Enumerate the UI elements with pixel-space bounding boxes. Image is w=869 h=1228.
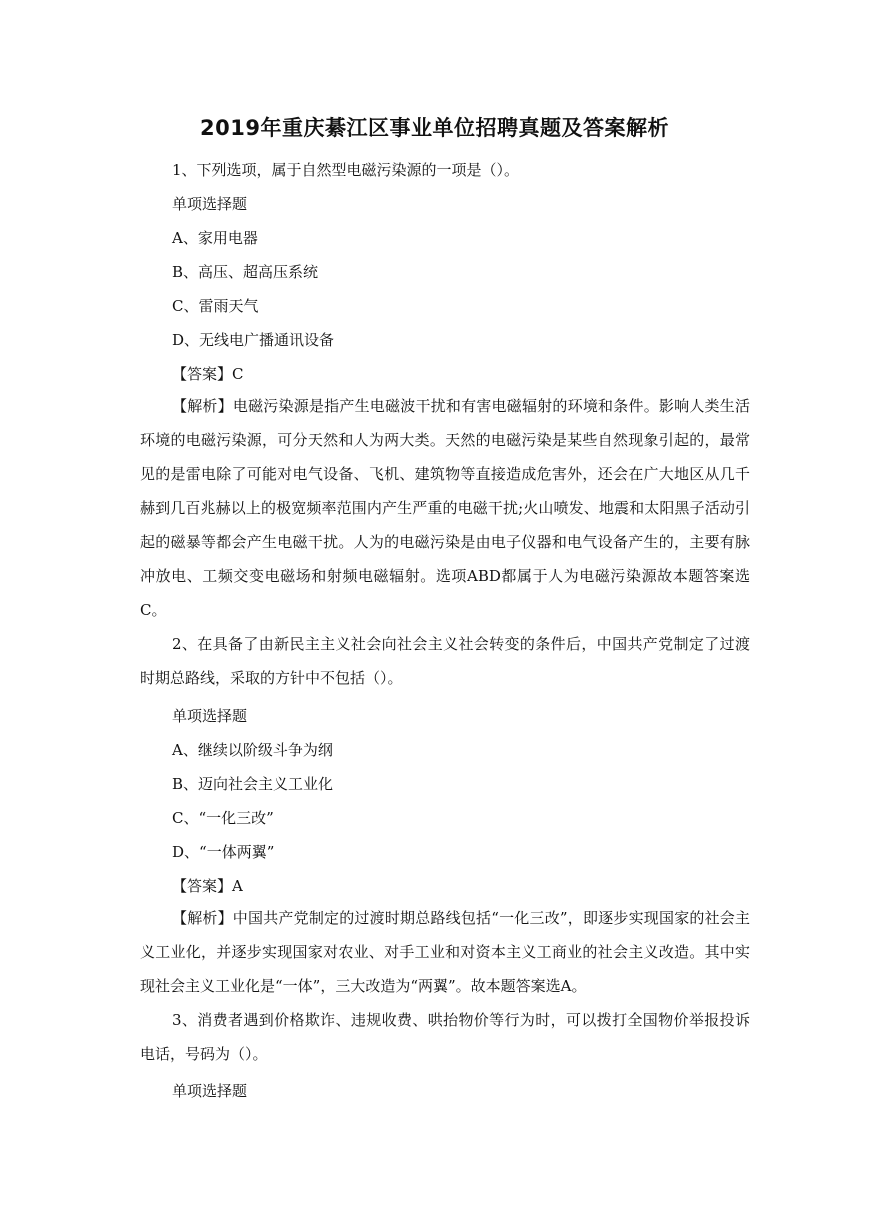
answer: 【答案】A: [172, 877, 243, 895]
option-c: C、“一化三改”: [172, 809, 274, 827]
question-stem: 2、在具备了由新民主主义社会向社会主义社会转变的条件后，中国共产党制定了过渡时期总路线，采取的方针中不包括（）。: [140, 635, 750, 687]
option-a: A、继续以阶级斗争为纲: [172, 741, 333, 759]
option-b: B、迈向社会主义工业化: [172, 775, 334, 793]
question-type: 单项选择题: [172, 707, 248, 725]
option-c: C、雷雨天气: [172, 297, 259, 315]
analysis: 【解析】中国共产党制定的过渡时期总路线包括“一化三改”，即逐步实现国家的社会主义工业化，并逐步实现国家对农业、对手工业和对资本主义工商业的社会主义改造。其中实现社会主义工业化是“一体”，三大改造为“两翼”。故本题答案选A。: [140, 909, 750, 995]
option-d: D、“一体两翼”: [172, 843, 275, 861]
question-stem: 1、下列选项，属于自然型电磁污染源的一项是（）。: [172, 161, 520, 179]
option-a: A、家用电器: [172, 229, 258, 247]
analysis: 【解析】电磁污染源是指产生电磁波干扰和有害电磁辐射的环境和条件。影响人类生活环境的电磁污染源，可分天然和人为两大类。天然的电磁污染是某些自然现象引起的，最常见的是雷电除了可能对电气设备、飞机、建筑物等直接造成危害外，还会在广大地区从几千赫到几百兆赫以上的极宽频率范围内产生严重的电磁干扰;火山喷发、地震和太阳黑子活动引起的磁暴等都会产生电磁干扰。人为的电磁污染是由电子仪器和电气设备产生的，主要有脉冲放电、工频交变电磁场和射频电磁辐射。选项ABD都属于人为电磁污染源故本题答案选C。: [140, 397, 750, 619]
question-type: 单项选择题: [172, 195, 248, 213]
question-stem: 3、消费者遇到价格欺诈、违规收费、哄抬物价等行为时，可以拨打全国物价举报投诉电话，号码为（）。: [140, 1011, 750, 1063]
answer: 【答案】C: [172, 365, 244, 383]
document-title: 2019年重庆綦江区事业单位招聘真题及答案解析: [200, 116, 669, 140]
question-type: 单项选择题: [172, 1082, 248, 1100]
option-d: D、无线电广播通讯设备: [172, 331, 335, 349]
option-b: B、高压、超高压系统: [172, 263, 319, 281]
